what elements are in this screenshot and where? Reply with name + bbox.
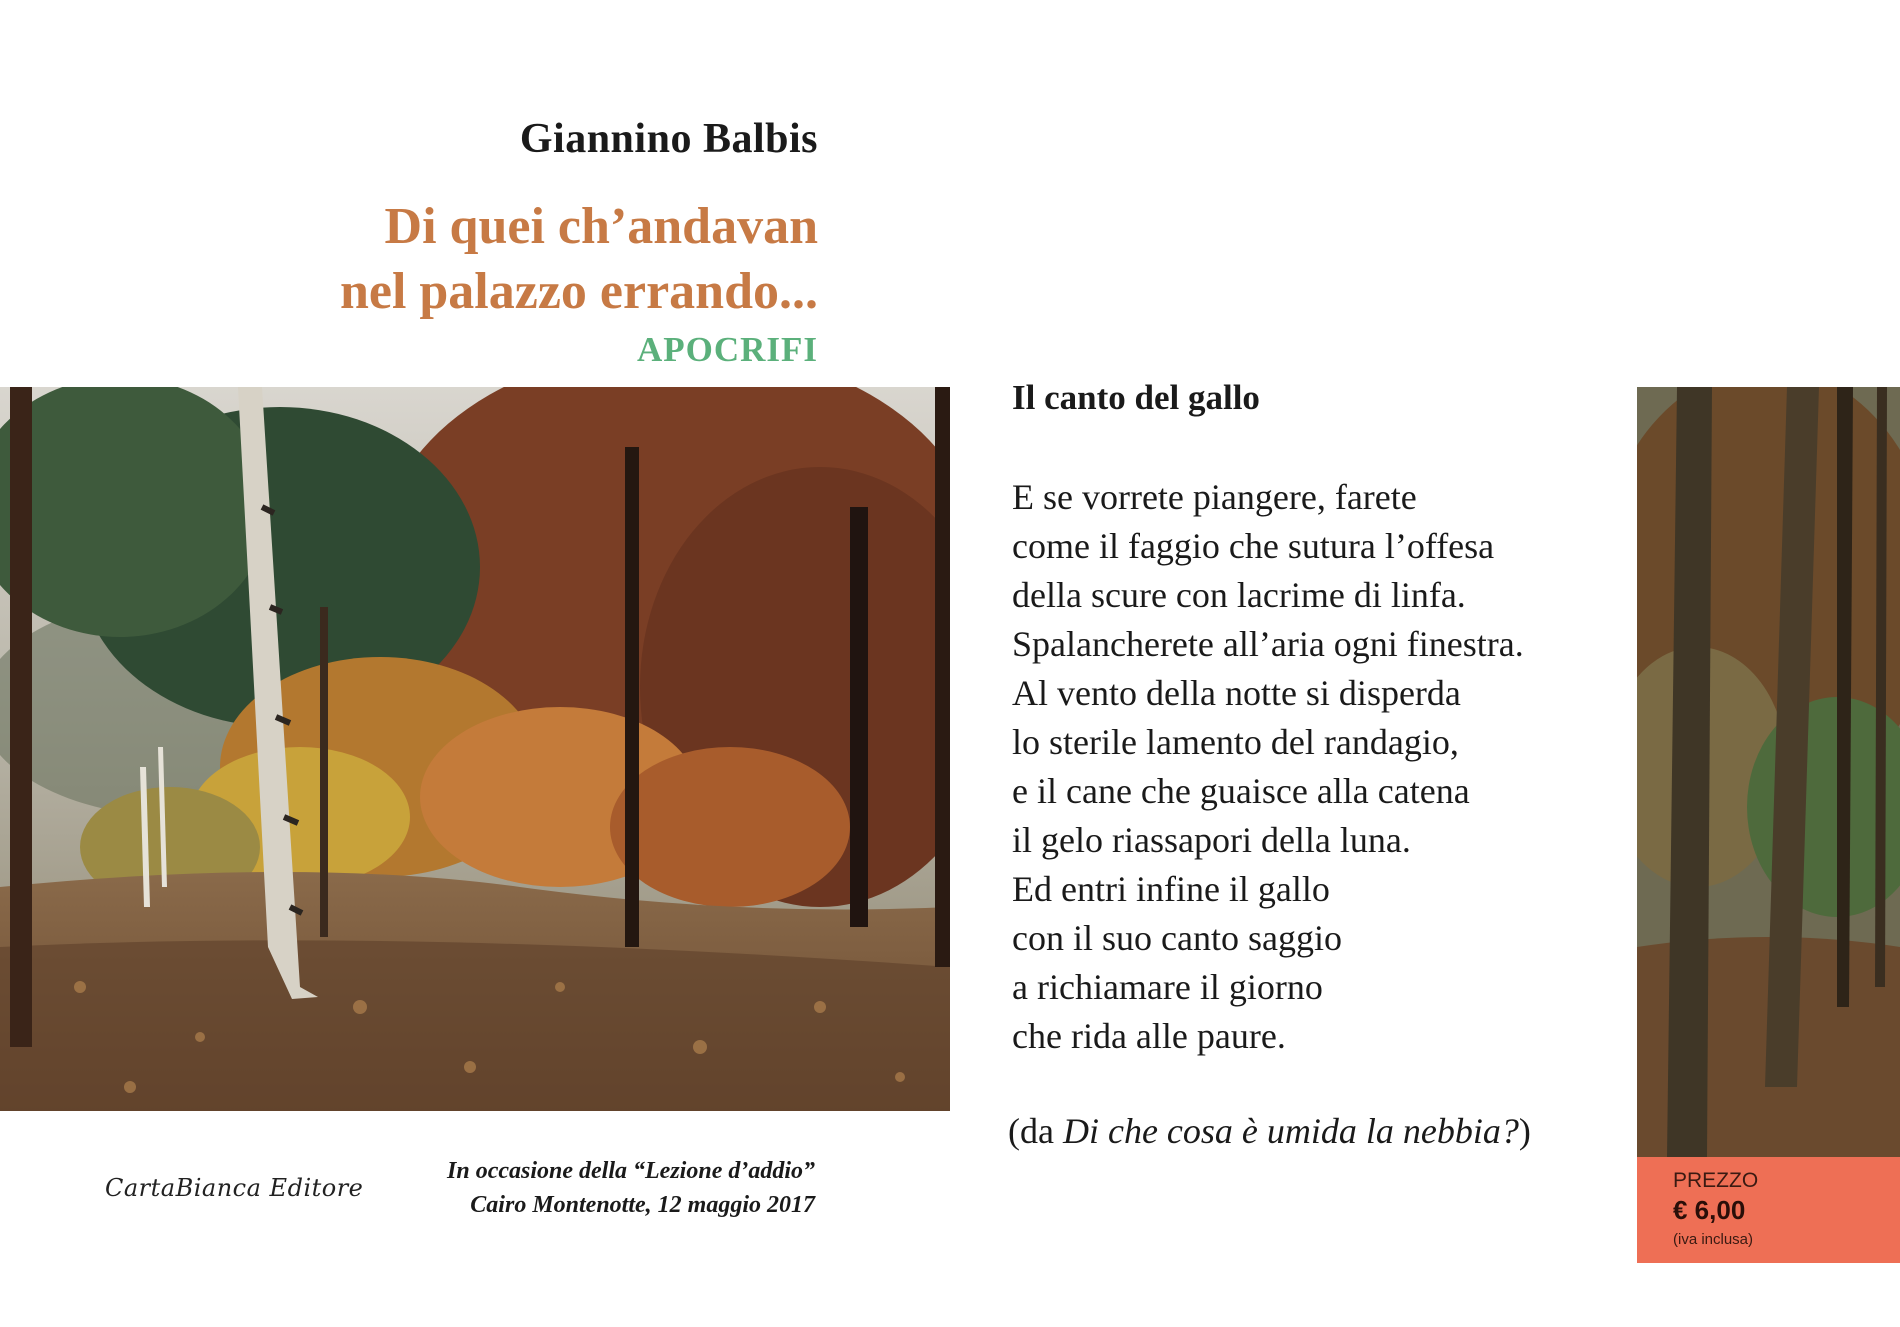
book-title-line-1: Di quei ch’andavan xyxy=(384,198,818,255)
poem-line: della scure con lacrime di linfa. xyxy=(1012,575,1466,615)
price-note: (iva inclusa) xyxy=(1673,1231,1754,1248)
series-name: APOCRIFI xyxy=(636,330,818,369)
occasion-line-1: In occasione della “Lezione d’addio” xyxy=(447,1158,815,1184)
source-book-title: Di che cosa è umida la nebbia? xyxy=(1062,1111,1519,1151)
poem-line: il gelo riassapori della luna. xyxy=(1012,820,1411,860)
poem-source xyxy=(1008,1110,1531,1152)
book-title-line-2: nel palazzo errando... xyxy=(339,263,818,320)
price-value: € 6,00 xyxy=(1673,1195,1746,1225)
poem-line: lo sterile lamento del randagio, xyxy=(1012,722,1459,762)
poem-line: Ed entri infine il gallo xyxy=(1012,869,1330,909)
price-box xyxy=(1637,1157,1900,1263)
poem-line: Spalancherete all’aria ogni finestra. xyxy=(1012,624,1524,664)
occasion-line-2: Cairo Montenotte, 12 maggio 2017 xyxy=(470,1192,815,1218)
poem-line: che rida alle paure. xyxy=(1012,1016,1286,1056)
poem-line: e il cane che guaisce alla catena xyxy=(1012,771,1470,811)
cover-photo-autumn-forest xyxy=(0,387,950,1111)
price-label: PREZZO xyxy=(1673,1169,1759,1192)
poem-title: Il canto del gallo xyxy=(1012,378,1260,417)
poem-body xyxy=(1012,473,1524,1061)
source-suffix: ) xyxy=(1518,1111,1531,1151)
occasion-note xyxy=(447,1154,815,1222)
poem-line: a richiamare il giorno xyxy=(1012,967,1323,1007)
poem-line: come il faggio che sutura l’offesa xyxy=(1012,526,1495,566)
poem-line: Al vento della notte si disperda xyxy=(1012,673,1461,713)
source-prefix: (da xyxy=(1008,1111,1063,1151)
author-name: Giannino Balbis xyxy=(519,116,818,162)
publisher-logo: CartaBianca Editore xyxy=(105,1174,364,1202)
book-title xyxy=(340,194,818,324)
poem-line: con il suo canto saggio xyxy=(1012,918,1342,958)
poem-line: E se vorrete piangere, farete xyxy=(1012,477,1417,517)
back-cover-photo-strip xyxy=(1637,387,1900,1157)
